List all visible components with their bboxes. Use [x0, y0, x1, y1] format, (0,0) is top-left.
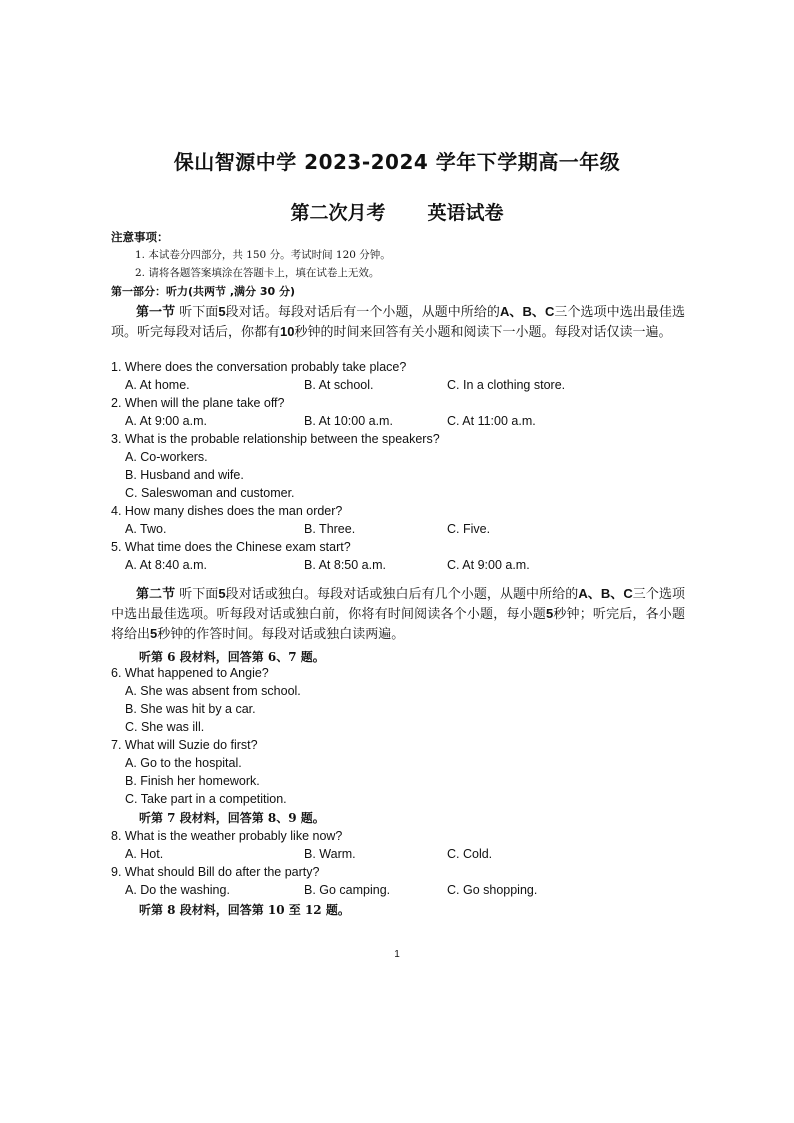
option-a: A. Co-workers.	[125, 450, 208, 464]
option-b: B. At 10:00 a.m.	[304, 414, 393, 428]
question-text: 1. Where does the conversation probably take place?	[111, 360, 407, 374]
question-text: 4. How many dishes does the man order?	[111, 504, 343, 518]
option-b: B. Finish her homework.	[125, 774, 260, 788]
option-a: A. At home.	[125, 378, 190, 392]
option-b: B. At school.	[304, 378, 374, 392]
material-heading: 听第 8 段材料，回答第 10 至 12 题。	[139, 903, 350, 917]
question-text: 2. When will the plane take off?	[111, 396, 285, 410]
option-c: C. Saleswoman and customer.	[125, 486, 295, 500]
option-c: C. Go shopping.	[447, 883, 538, 897]
option-a: A. Hot.	[125, 847, 164, 861]
note-item: 1. 本试卷分四部分，共 150 分。考试时间 120 分钟。	[135, 249, 391, 261]
notes-heading: 注意事项：	[111, 230, 169, 244]
material-heading: 听第 7 段材料，回答第 8、9 题。	[139, 811, 325, 825]
question-text: 7. What will Suzie do first?	[111, 738, 258, 752]
exam-subtitle-left: 第二次月考	[290, 202, 386, 224]
option-b: B. Warm.	[304, 847, 356, 861]
material-heading: 听第 6 段材料，回答第 6、7 题。	[139, 650, 325, 664]
exam-subtitle	[0, 198, 794, 225]
option-a: A. Two.	[125, 522, 167, 536]
page-number: 1	[394, 949, 400, 960]
question-text: 8. What is the weather probably like now?	[111, 829, 343, 843]
option-c: C. She was ill.	[125, 720, 205, 734]
option-c: C. Cold.	[447, 847, 493, 861]
section1-label: 第一节	[136, 305, 176, 320]
question-text: 9. What should Bill do after the party?	[111, 865, 320, 879]
exam-title: 保山智源中学 2023-2024 学年下学期高一年级	[173, 150, 621, 174]
option-a: A. She was absent from school.	[125, 684, 301, 698]
part1-heading: 第一部分：听力(共两节 ,满分 30 分)	[111, 285, 296, 298]
question-text: 3. What is the probable relationship between the speakers?	[111, 432, 440, 446]
option-a: A. At 9:00 a.m.	[125, 414, 207, 428]
option-b: B. She was hit by a car.	[125, 702, 256, 716]
option-c: C. In a clothing store.	[447, 378, 566, 392]
section2-instructions: 第二节 听下面5段对话或独白。每段对话或独白后有几个小题，从题中所给的A、B、C三个选项中选出最佳选项。听每段对话或独白前，你将有时间阅读各个小题，每小题5秒钟；听完后，各小题将给出5秒钟的作答时间。每段对话或独白读两遍。	[111, 586, 685, 642]
option-a: A. Do the washing.	[125, 883, 230, 897]
section1-instructions: 第一节 听下面5段对话。每段对话后有一个小题，从题中所给的A、B、C三个选项中选出最佳选项。听完每段对话后，你都有10秒钟的时间来回答有关小题和阅读下一小题。每段对话仅读一遍。	[111, 304, 685, 340]
option-c: C. Five.	[447, 522, 491, 536]
question-text: 5. What time does the Chinese exam start?	[111, 540, 351, 554]
option-b: B. Go camping.	[304, 883, 391, 897]
option-c: C. Take part in a competition.	[125, 792, 287, 806]
option-a: A. Go to the hospital.	[125, 756, 242, 770]
option-b: B. At 8:50 a.m.	[304, 558, 386, 572]
question-text: 6. What happened to Angie?	[111, 666, 269, 680]
option-c: C. At 9:00 a.m.	[447, 558, 530, 572]
option-a: A. At 8:40 a.m.	[125, 558, 207, 572]
exam-subtitle-right: 英语试卷	[427, 202, 504, 224]
option-c: C. At 11:00 a.m.	[447, 414, 536, 428]
option-b: B. Three.	[304, 522, 356, 536]
option-b: B. Husband and wife.	[125, 468, 244, 482]
section2-label: 第二节	[136, 587, 176, 602]
note-item: 2. 请将各题答案填涂在答题卡上，填在试卷上无效。	[135, 267, 380, 279]
